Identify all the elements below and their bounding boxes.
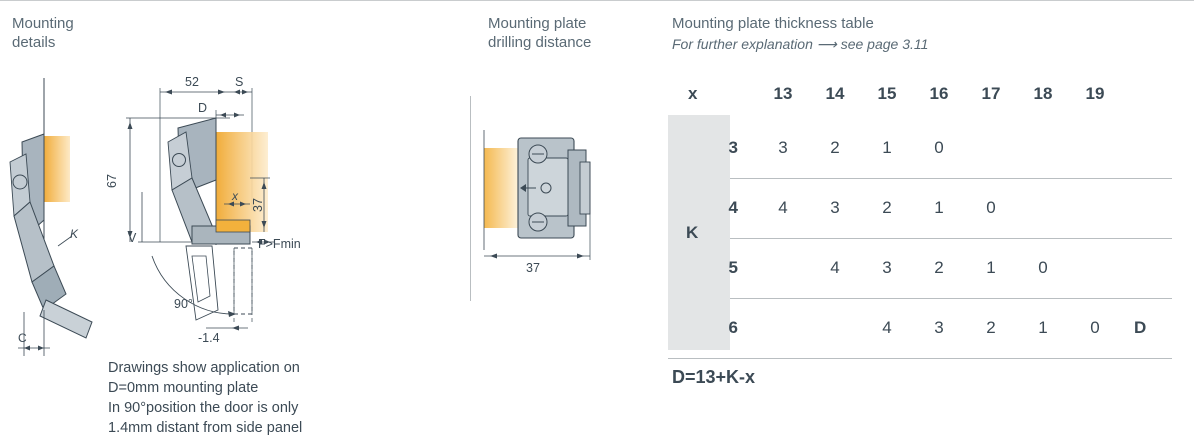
mounting-details-line2: details <box>12 34 56 51</box>
dim-s-label: S <box>235 75 244 89</box>
mounting-plate-drawing <box>476 100 666 290</box>
top-divider <box>0 0 1194 1</box>
cell-r4-c16: 1 <box>934 198 944 217</box>
cell-r6-c15: 4 <box>882 318 892 337</box>
table-col-header-16: 16 <box>929 84 949 103</box>
table-corner-label: x <box>688 84 698 103</box>
column-heading-thickness-table <box>672 14 928 54</box>
cell-r6-c16: 3 <box>934 318 944 337</box>
cell-r6-c17: 2 <box>986 318 996 337</box>
table-row-label-5: 5 <box>728 258 738 277</box>
plate-drawing-svg <box>476 100 666 300</box>
plate-dim-37-label: 37 <box>526 261 540 275</box>
dim-x-label: x <box>232 189 238 203</box>
cell-r5-c14: 4 <box>830 258 840 277</box>
table-row-label-3: 3 <box>728 138 738 157</box>
drawing-caption <box>108 358 468 438</box>
caption-line-3: In 90°position the door is only <box>108 400 299 416</box>
table-col-header-17: 17 <box>981 84 1001 103</box>
dim-neg14-label: -1.4 <box>198 331 220 345</box>
thickness-table-title: Mounting plate thickness table <box>672 15 874 32</box>
dim-37-label: 37 <box>251 198 265 212</box>
cell-r5-c16: 2 <box>934 258 944 277</box>
cell-r3-c14: 2 <box>830 138 840 157</box>
table-rule-3 <box>730 298 1172 299</box>
dim-d-label: D <box>198 101 208 115</box>
table-col-header-15: 15 <box>877 84 897 103</box>
thickness-table <box>668 70 1188 380</box>
cell-r5-c15: 3 <box>882 258 892 277</box>
table-rule-bottom <box>668 358 1172 359</box>
table-col-header-14: 14 <box>825 84 845 103</box>
table-rule-2 <box>730 238 1172 239</box>
dim-v-label: V <box>128 231 137 245</box>
column-heading-drilling-distance <box>488 14 591 52</box>
caption-line-1: Drawings show application on <box>108 360 300 376</box>
dim-k-label: K <box>70 227 79 241</box>
dim-52-label: 52 <box>185 75 199 89</box>
thickness-table-note: For further explanation ⟶ see page 3.11 <box>672 36 929 52</box>
cell-r5-c18: 0 <box>1038 258 1048 277</box>
hinge-drawings-svg <box>0 70 470 360</box>
table-rule-1 <box>730 178 1172 179</box>
caption-line-4: 1.4mm distant from side panel <box>108 420 303 436</box>
dim-c-label: C <box>18 331 27 345</box>
mounting-details-drawings <box>0 70 470 350</box>
cell-r6-c18: 1 <box>1038 318 1048 337</box>
dim-67-label: 67 <box>105 174 119 188</box>
cell-r4-c15: 2 <box>882 198 892 217</box>
cell-r3-c13: 3 <box>778 138 788 157</box>
column-divider <box>470 96 471 301</box>
table-col-header-13: 13 <box>773 84 793 103</box>
table-row-label-6: 6 <box>728 318 738 337</box>
thickness-formula: D=13+K-x <box>672 367 756 387</box>
cell-r4-c13: 4 <box>778 198 788 217</box>
caption-line-2: D=0mm mounting plate <box>108 380 259 396</box>
cell-r6-c19: 0 <box>1090 318 1100 337</box>
mounting-details-line1: Mounting <box>12 15 74 32</box>
cell-r5-c17: 1 <box>986 258 996 277</box>
dim-90-label: 90° <box>174 297 193 311</box>
column-heading-mounting-details <box>12 14 74 52</box>
table-row-label-4: 4 <box>728 198 738 217</box>
table-col-header-19: 19 <box>1085 84 1105 103</box>
cell-r4-c17: 0 <box>986 198 996 217</box>
cell-r4-c14: 3 <box>830 198 840 217</box>
table-col-header-18: 18 <box>1033 84 1053 103</box>
drilling-distance-line2: drilling distance <box>488 34 592 51</box>
table-row-group-label: K <box>686 223 699 242</box>
cell-r3-c15: 1 <box>882 138 892 157</box>
table-d-letter: D <box>1134 318 1147 337</box>
dim-f-label: F>Fmin <box>258 237 301 251</box>
drilling-distance-line1: Mounting plate <box>488 15 587 32</box>
cell-r3-c16: 0 <box>934 138 944 157</box>
